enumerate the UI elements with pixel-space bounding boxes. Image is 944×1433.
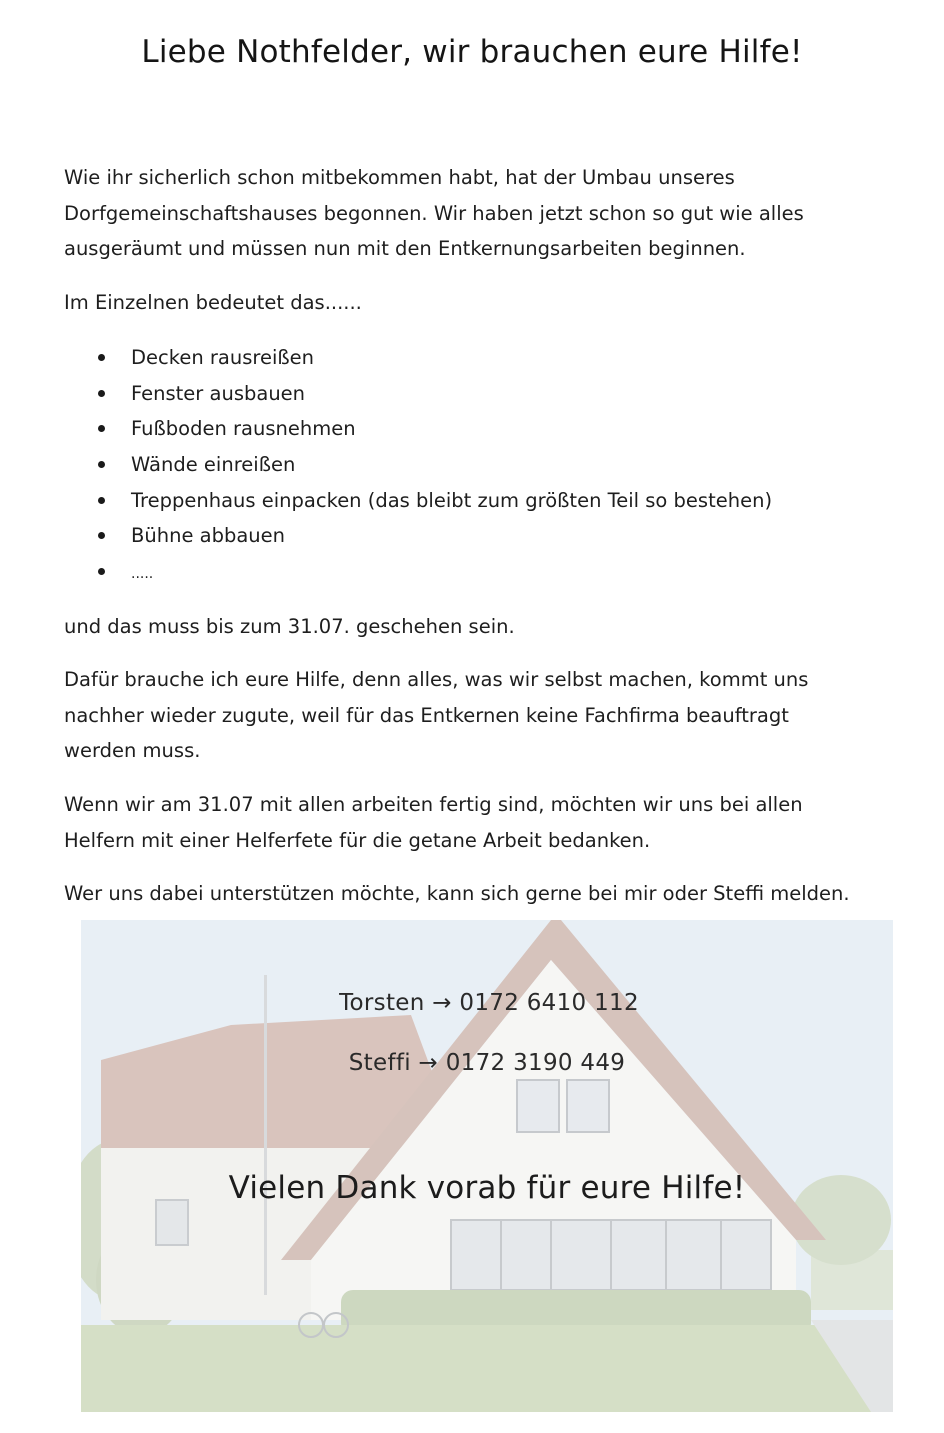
task-label: Decken rausreißen xyxy=(131,346,315,369)
list-item xyxy=(64,447,884,483)
intro-paragraph: Wie ihr sicherlich schon mitbekommen habt, hat der Umbau unseres Dorfgemeinschaftshauses begonnen. Wir haben jetzt schon so gut wie alles ausgeräumt und müssen nun mit den Entkernungsarbeiten beginnen. xyxy=(64,166,804,260)
bullet-icon xyxy=(98,390,105,397)
page-title: Liebe Nothfelder, wir brauchen eure Hilfe! xyxy=(141,34,803,70)
deadline-paragraph: und das muss bis zum 31.07. geschehen sein. xyxy=(64,615,515,638)
bullet-icon xyxy=(98,425,105,432)
bullet-icon xyxy=(98,461,105,468)
contact-intro-paragraph: Wer uns dabei unterstützen möchte, kann sich gerne bei mir oder Steffi melden. xyxy=(64,882,850,905)
list-item xyxy=(64,554,884,590)
contact-steffi: Steffi → 0172 3190 449 xyxy=(348,1050,626,1076)
task-label: Wände einreißen xyxy=(131,453,296,477)
help-paragraph: Dafür brauche ich eure Hilfe, denn alles, was wir selbst machen, kommt uns nachher wieder zugute, weil für das Entkernen keine Fachfirma beauftragt werden muss. xyxy=(64,668,809,762)
task-label: Fußboden rausnehmen xyxy=(131,417,356,441)
list-item xyxy=(64,376,884,412)
task-list xyxy=(64,340,884,590)
bullet-icon xyxy=(98,497,105,504)
task-label: Bühne abbauen xyxy=(131,524,286,548)
contact-torsten: Torsten → 0172 6410 112 xyxy=(339,990,639,1016)
task-label: Treppenhaus einpacken (das bleibt zum größten Teil so bestehen) xyxy=(131,488,773,512)
bullet-icon xyxy=(98,568,105,575)
list-item xyxy=(64,340,884,376)
community-house-photo xyxy=(81,920,893,1412)
list-item xyxy=(64,518,884,554)
list-item xyxy=(64,483,884,519)
list-intro: Im Einzelnen bedeutet das...... xyxy=(64,291,362,314)
bullet-icon xyxy=(98,532,105,539)
thanks-message: Vielen Dank vorab für eure Hilfe! xyxy=(228,1170,746,1206)
party-paragraph: Wenn wir am 31.07 mit allen arbeiten fertig sind, möchten wir uns bei allen Helfern mit einer Helferfete für die getane Arbeit bedanken. xyxy=(64,793,803,852)
bullet-icon xyxy=(98,354,105,361)
task-label: Fenster ausbauen xyxy=(131,381,306,405)
list-item xyxy=(64,411,884,447)
task-label: ..... xyxy=(131,566,154,583)
